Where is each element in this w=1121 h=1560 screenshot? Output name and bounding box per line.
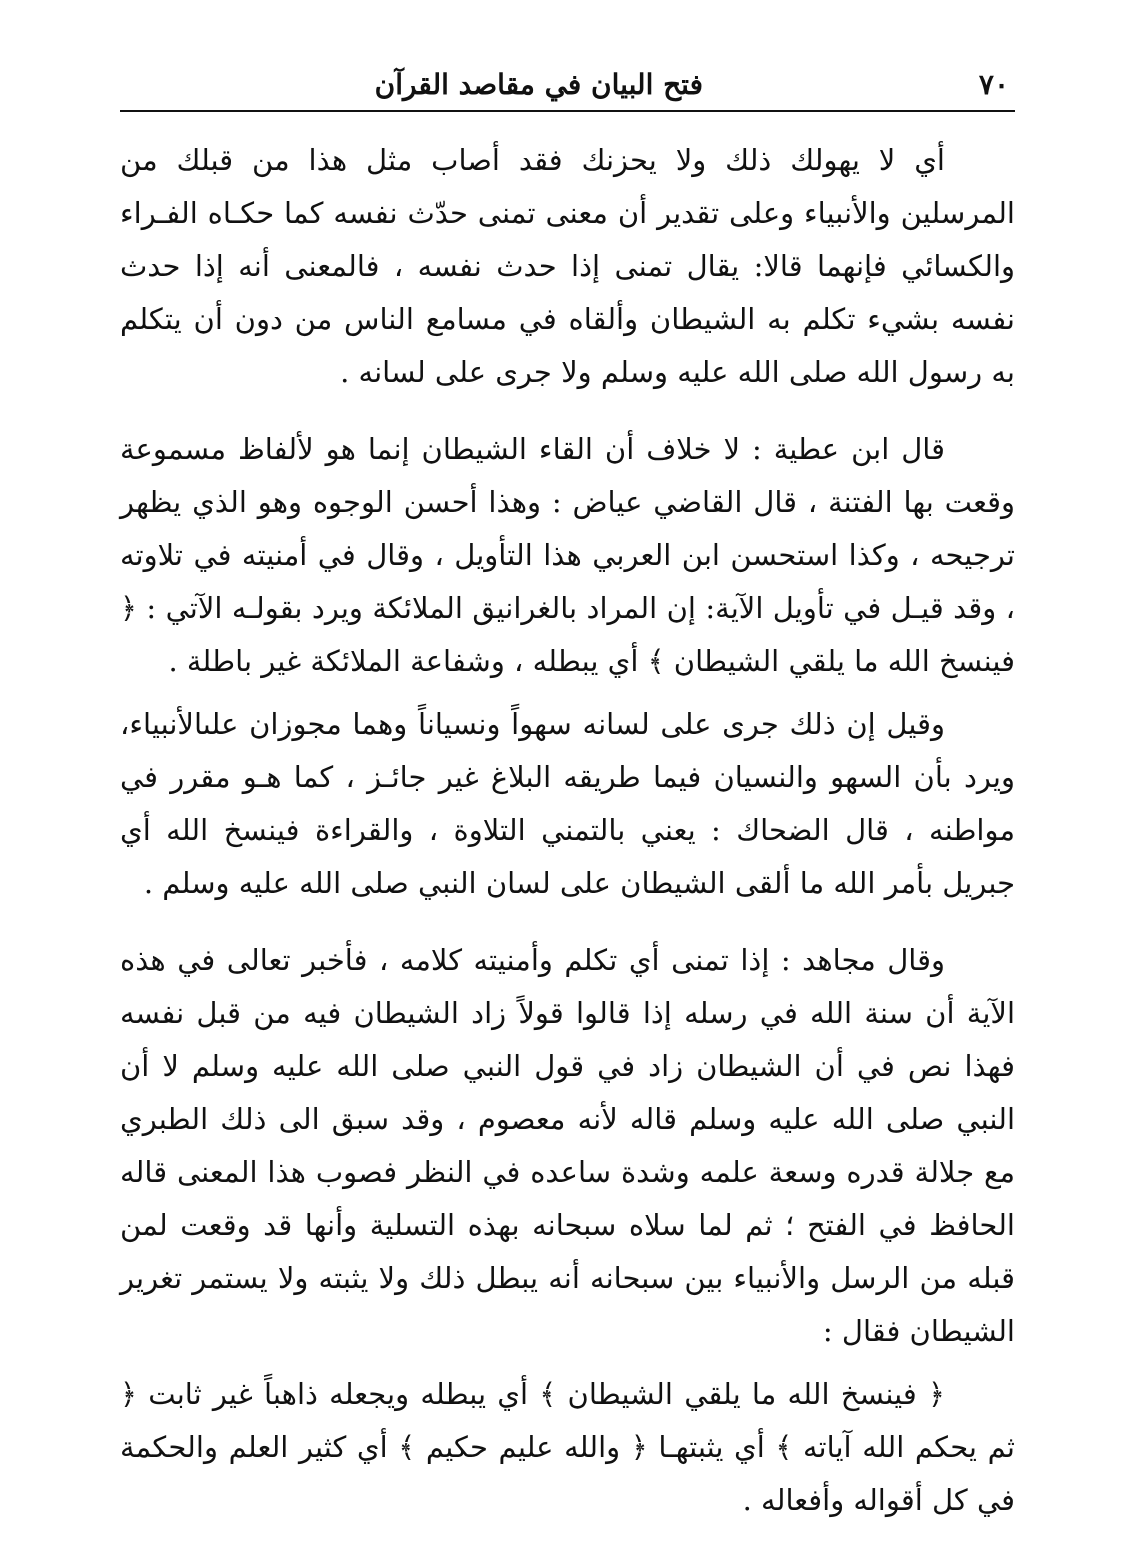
paragraph-4: وقال مجاهد : إذا تمنى أي تكلم وأمنيته كلامه ، فأخبر تعالى في هذه الآية أن سنة الله في رسله إذا قالوا قولاً زاد الشيطان فيه من قبل نفسه فهذا نص في أن الشيطان زاد في قول النبي صلى الله عليه وسلم لا أن النبي صلى الله عليه وسلم قاله لأنه معصوم ، وقد سبق الى ذلك الطبري مع جلالة قدره وسعة علمه وشدة ساعده في النظر فصوب هذا المعنى قاله الحافظ في الفتح ؛ ثم لما سلاه سبحانه بهذه التسلية وأنها قد وقعت لمن قبله من الرسل والأنبياء بين سبحانه أنه يبطل ذلك ولا يثبته ولا يستمر تغرير الشيطان فقال : [120,943,1015,1348]
page-header [120,64,1015,106]
paragraph-3: وقيل إن ذلك جرى على لسانه سهواً ونسياناً وهما مجوزان علىالأنبياء، ويرد بأن السهو والنسيان فيما طريقه البلاغ غير جائـز ، كما هـو مقرر في مواطنه ، قال الضحاك : يعني بالتمني التلاوة ، والقراءة فينسخ الله أي جبريل بأمر الله ما ألقى الشيطان على لسان النبي صلى الله عليه وسلم . [120,707,1015,900]
header-rule [120,110,1015,112]
paragraph-1: أي لا يهولك ذلك ولا يحزنك فقد أصاب مثل هذا من قبلك من المرسلين والأنبياء وعلى تقدير أن معنى تمنى حدّث نفسه كما حكـاه الفـراء والكسائي فإنهما قالا: يقال تمنى إذا حدث نفسه ، فالمعنى أنه إذا حدث نفسه بشيء تكلم به الشيطان وألقاه في مسامع الناس من دون أن يتكلم به رسول الله صلى الله عليه وسلم ولا جرى على لسانه . [120,143,1015,389]
running-title: فتح البيان في مقاصد القرآن [374,68,703,101]
paragraph-5: ﴿ فينسخ الله ما يلقي الشيطان ﴾ أي يبطله ويجعله ذاهباً غير ثابت ﴿ ثم يحكم الله آياته ﴾ أي يثبتهـا ﴿ والله عليم حكيم ﴾ أي كثير العلم والحكمة في كل أقواله وأفعاله . [120,1377,1015,1517]
paragraph-2: قال ابن عطية : لا خلاف أن القاء الشيطان إنما هو لألفاظ مسموعة وقعت بها الفتنة ، قال القاضي عياض : وهذا أحسن الوجوه وهو الذي يظهر ترجيحه ، وكذا استحسن ابن العربي هذا التأويل ، وقال في أمنيته في تلاوته ، وقد قيـل في تأويل الآية: إن المراد بالغرانيق الملائكة ويرد بقولـه الآتي : ﴿ فينسخ الله ما يلقي الشيطان ﴾ أي يبطله ، وشفاعة الملائكة غير باطلة . [120,432,1015,678]
page-number: ٧٠ [978,68,1009,101]
body-text [120,134,1015,1527]
